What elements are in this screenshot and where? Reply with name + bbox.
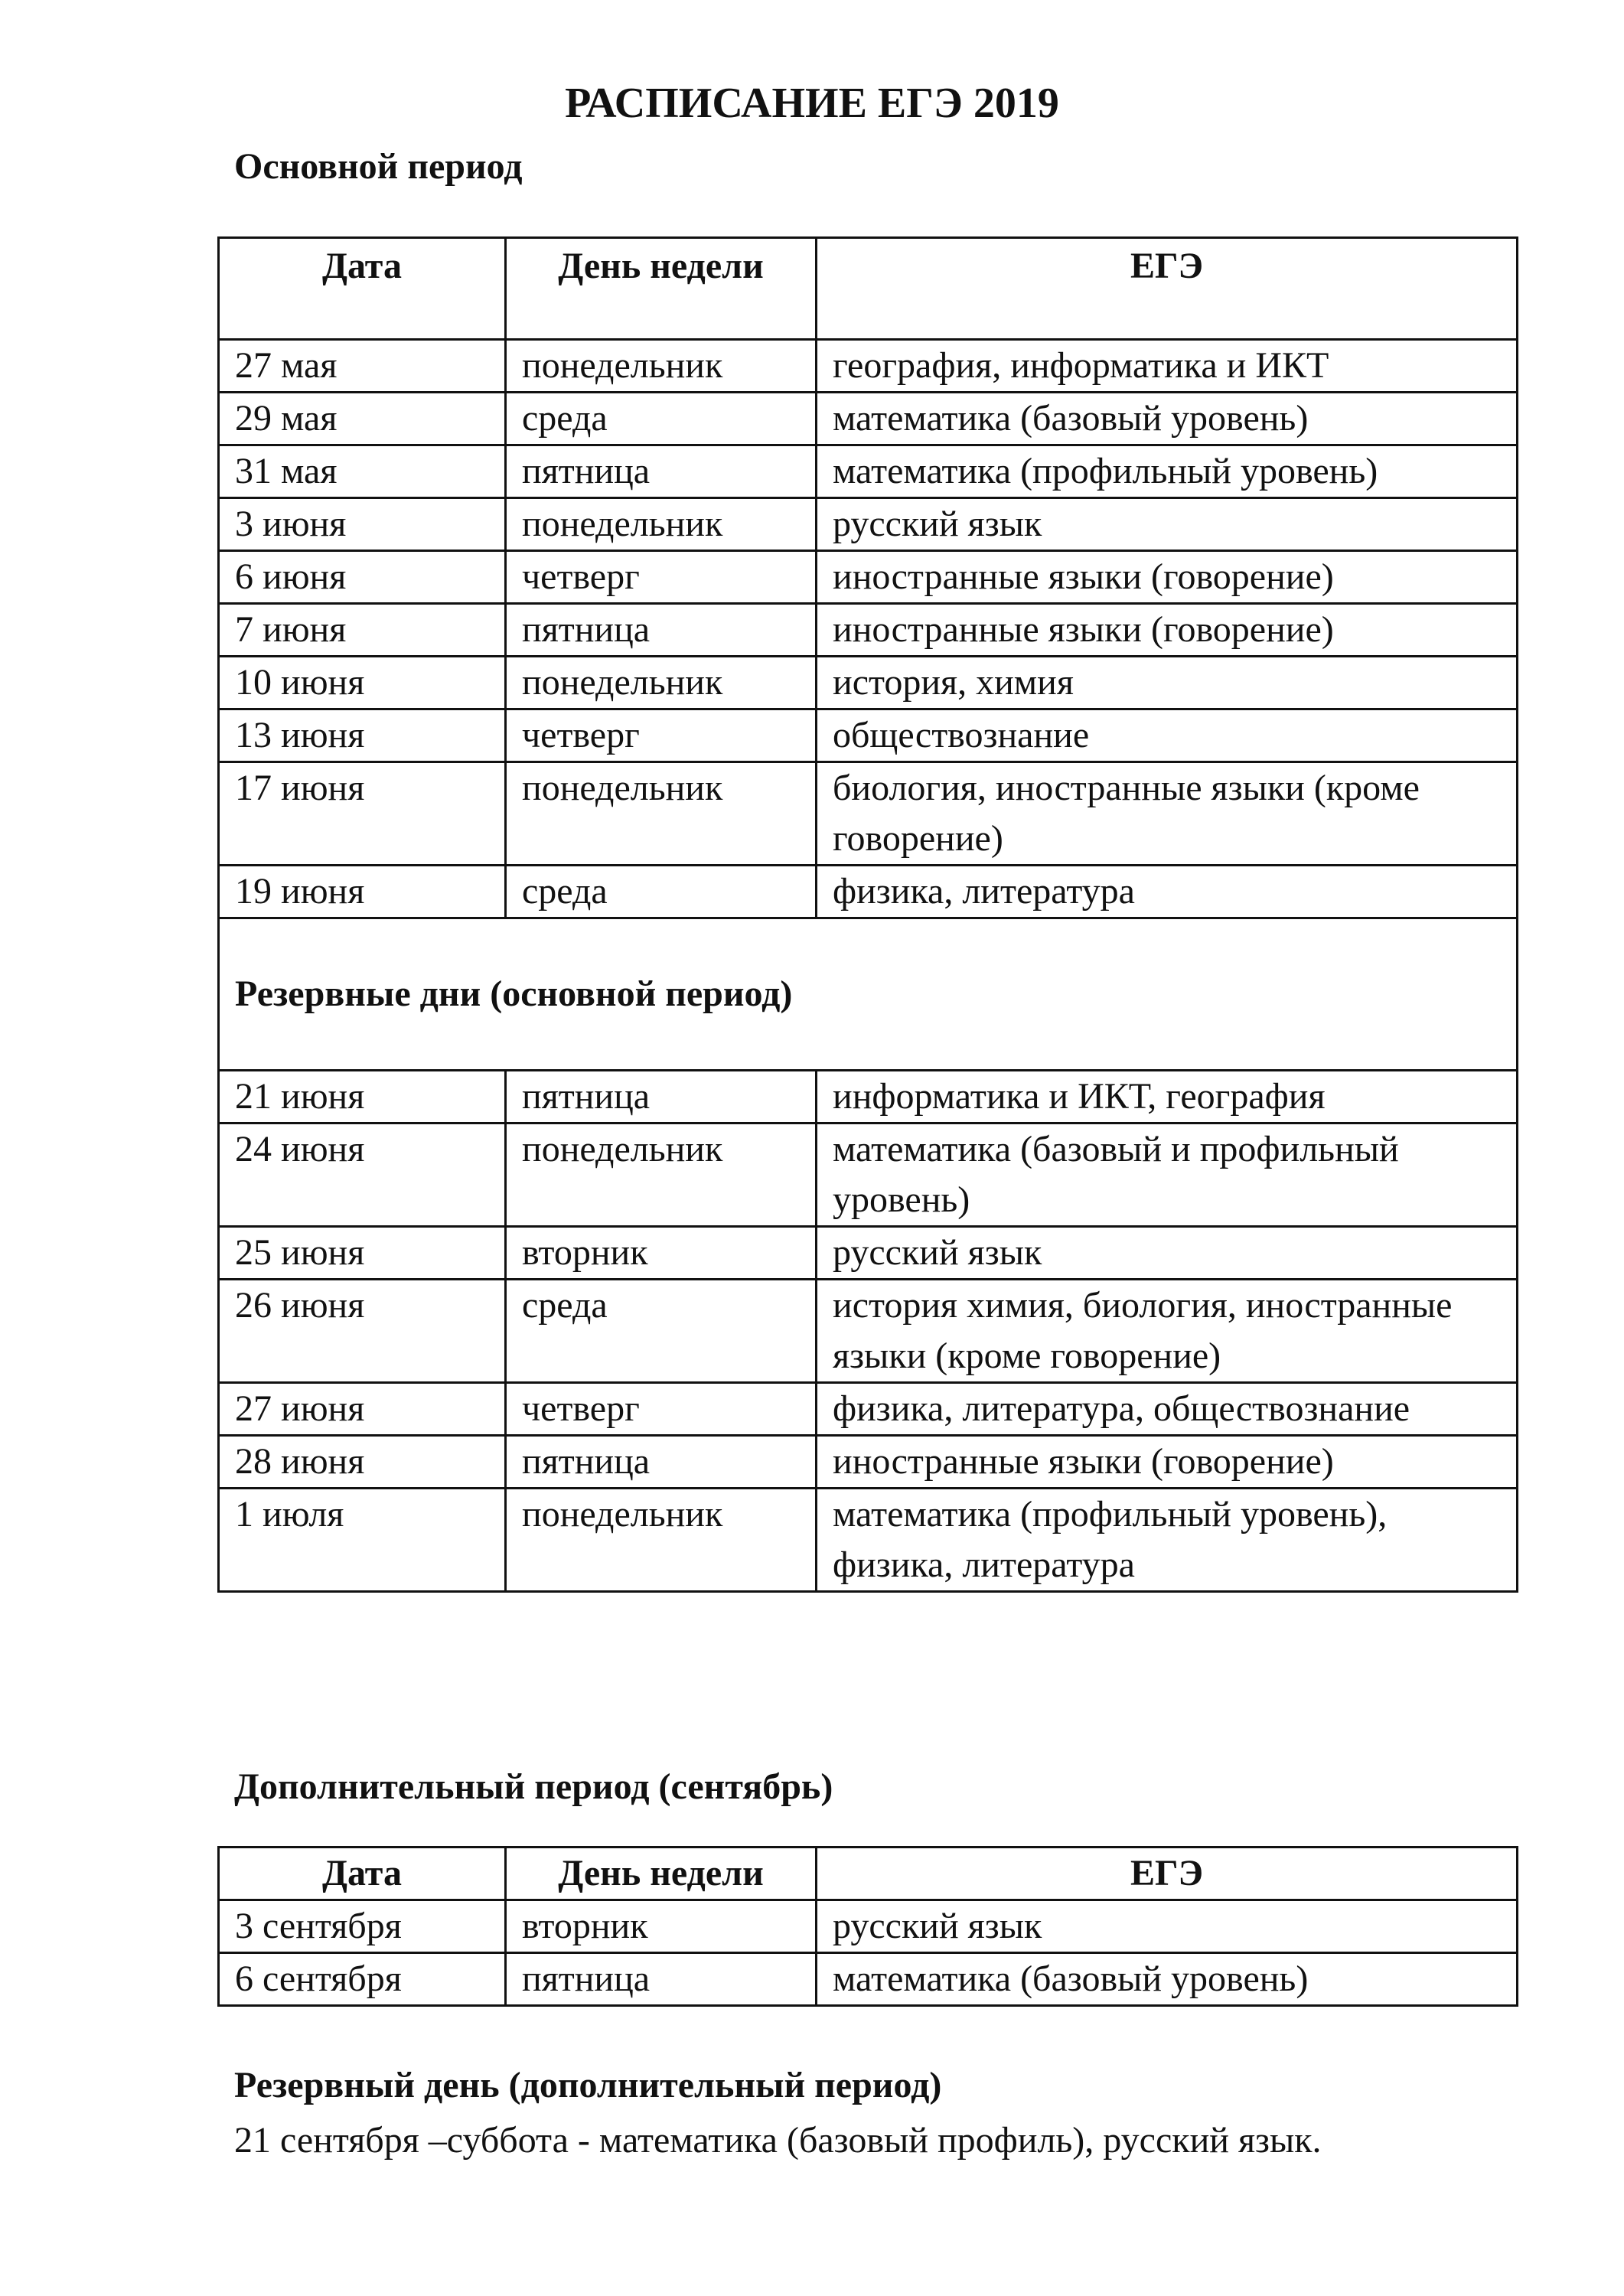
table-row <box>219 1280 1518 1383</box>
day-cell: понедельник <box>506 762 817 866</box>
table-row <box>219 1489 1518 1592</box>
exam-cell: физика, литература <box>817 866 1518 918</box>
exam-cell: обществознание <box>817 709 1518 762</box>
date-cell: 7 июня <box>219 604 506 657</box>
reserve-days-heading: Резервные дни (основной период) <box>219 918 1518 1071</box>
table-row <box>219 393 1518 445</box>
exam-cell: физика, литература, обществознание <box>817 1383 1518 1436</box>
date-cell: 6 сентября <box>219 1953 506 2006</box>
day-cell: пятница <box>506 604 817 657</box>
exam-cell: математика (базовый уровень) <box>817 393 1518 445</box>
table-row <box>219 1900 1518 1953</box>
day-cell: понедельник <box>506 1124 817 1227</box>
exam-cell: математика (базовый уровень) <box>817 1953 1518 2006</box>
table-row <box>219 762 1518 866</box>
main-period-table <box>217 236 1518 1593</box>
exam-cell: история химия, биология, иностранные языки (кроме говорение) <box>817 1280 1518 1383</box>
date-cell: 27 мая <box>219 340 506 393</box>
date-cell: 3 сентября <box>219 1900 506 1953</box>
table-row <box>219 709 1518 762</box>
exam-cell: история, химия <box>817 657 1518 709</box>
date-cell: 1 июля <box>219 1489 506 1592</box>
exam-cell: русский язык <box>817 1900 1518 1953</box>
date-column-header: Дата <box>219 1848 506 1900</box>
day-cell: среда <box>506 1280 817 1383</box>
day-cell: пятница <box>506 1436 817 1489</box>
exam-column-header: ЕГЭ <box>817 1848 1518 1900</box>
exam-cell: русский язык <box>817 1227 1518 1280</box>
exam-cell: информатика и ИКТ, география <box>817 1071 1518 1124</box>
day-cell: среда <box>506 866 817 918</box>
date-cell: 26 июня <box>219 1280 506 1383</box>
page-title: РАСПИСАНИЕ ЕГЭ 2019 <box>565 80 1059 127</box>
day-cell: четверг <box>506 551 817 604</box>
date-cell: 25 июня <box>219 1227 506 1280</box>
exam-cell: иностранные языки (говорение) <box>817 551 1518 604</box>
exam-cell: математика (базовый и профильный уровень) <box>817 1124 1518 1227</box>
table-header-row <box>219 238 1518 340</box>
table-header-row <box>219 1848 1518 1900</box>
day-cell: пятница <box>506 1071 817 1124</box>
table-row <box>219 604 1518 657</box>
table-row <box>219 445 1518 498</box>
date-cell: 17 июня <box>219 762 506 866</box>
table-row <box>219 551 1518 604</box>
exam-cell: русский язык <box>817 498 1518 551</box>
extra-period-table <box>217 1846 1518 2007</box>
date-cell: 27 июня <box>219 1383 506 1436</box>
table-row <box>219 1071 1518 1124</box>
day-cell: пятница <box>506 1953 817 2006</box>
exam-cell: география, информатика и ИКТ <box>817 340 1518 393</box>
date-cell: 3 июня <box>219 498 506 551</box>
day-cell: понедельник <box>506 498 817 551</box>
date-cell: 6 июня <box>219 551 506 604</box>
exam-cell: иностранные языки (говорение) <box>817 604 1518 657</box>
date-cell: 24 июня <box>219 1124 506 1227</box>
day-cell: четверг <box>506 1383 817 1436</box>
table-row <box>219 1227 1518 1280</box>
table-row <box>219 1124 1518 1227</box>
day-column-header: День недели <box>506 238 817 340</box>
exam-column-header: ЕГЭ <box>817 238 1518 340</box>
table-row <box>219 340 1518 393</box>
day-cell: четверг <box>506 709 817 762</box>
table-row <box>219 866 1518 918</box>
date-cell: 29 мая <box>219 393 506 445</box>
day-cell: вторник <box>506 1900 817 1953</box>
exam-cell: биология, иностранные языки (кроме говорение) <box>817 762 1518 866</box>
exam-cell: математика (профильный уровень) <box>817 445 1518 498</box>
table-row <box>219 498 1518 551</box>
day-cell: понедельник <box>506 657 817 709</box>
date-column-header: Дата <box>219 238 506 340</box>
day-column-header: День недели <box>506 1848 817 1900</box>
reserve-days-subheader-row <box>219 918 1518 1071</box>
main-period-heading: Основной период <box>234 146 523 187</box>
date-cell: 10 июня <box>219 657 506 709</box>
date-cell: 28 июня <box>219 1436 506 1489</box>
reserve-extra-text: 21 сентября –суббота - математика (базовый профиль), русский язык. <box>234 2120 1322 2161</box>
table-row <box>219 1953 1518 2006</box>
day-cell: среда <box>506 393 817 445</box>
table-row <box>219 657 1518 709</box>
date-cell: 31 мая <box>219 445 506 498</box>
day-cell: понедельник <box>506 340 817 393</box>
table-row <box>219 1436 1518 1489</box>
day-cell: понедельник <box>506 1489 817 1592</box>
date-cell: 13 июня <box>219 709 506 762</box>
day-cell: пятница <box>506 445 817 498</box>
exam-cell: иностранные языки (говорение) <box>817 1436 1518 1489</box>
date-cell: 21 июня <box>219 1071 506 1124</box>
exam-cell: математика (профильный уровень), физика, литература <box>817 1489 1518 1592</box>
extra-period-heading: Дополнительный период (сентябрь) <box>234 1766 833 1807</box>
table-row <box>219 1383 1518 1436</box>
reserve-extra-heading: Резервный день (дополнительный период) <box>234 2065 942 2105</box>
date-cell: 19 июня <box>219 866 506 918</box>
day-cell: вторник <box>506 1227 817 1280</box>
